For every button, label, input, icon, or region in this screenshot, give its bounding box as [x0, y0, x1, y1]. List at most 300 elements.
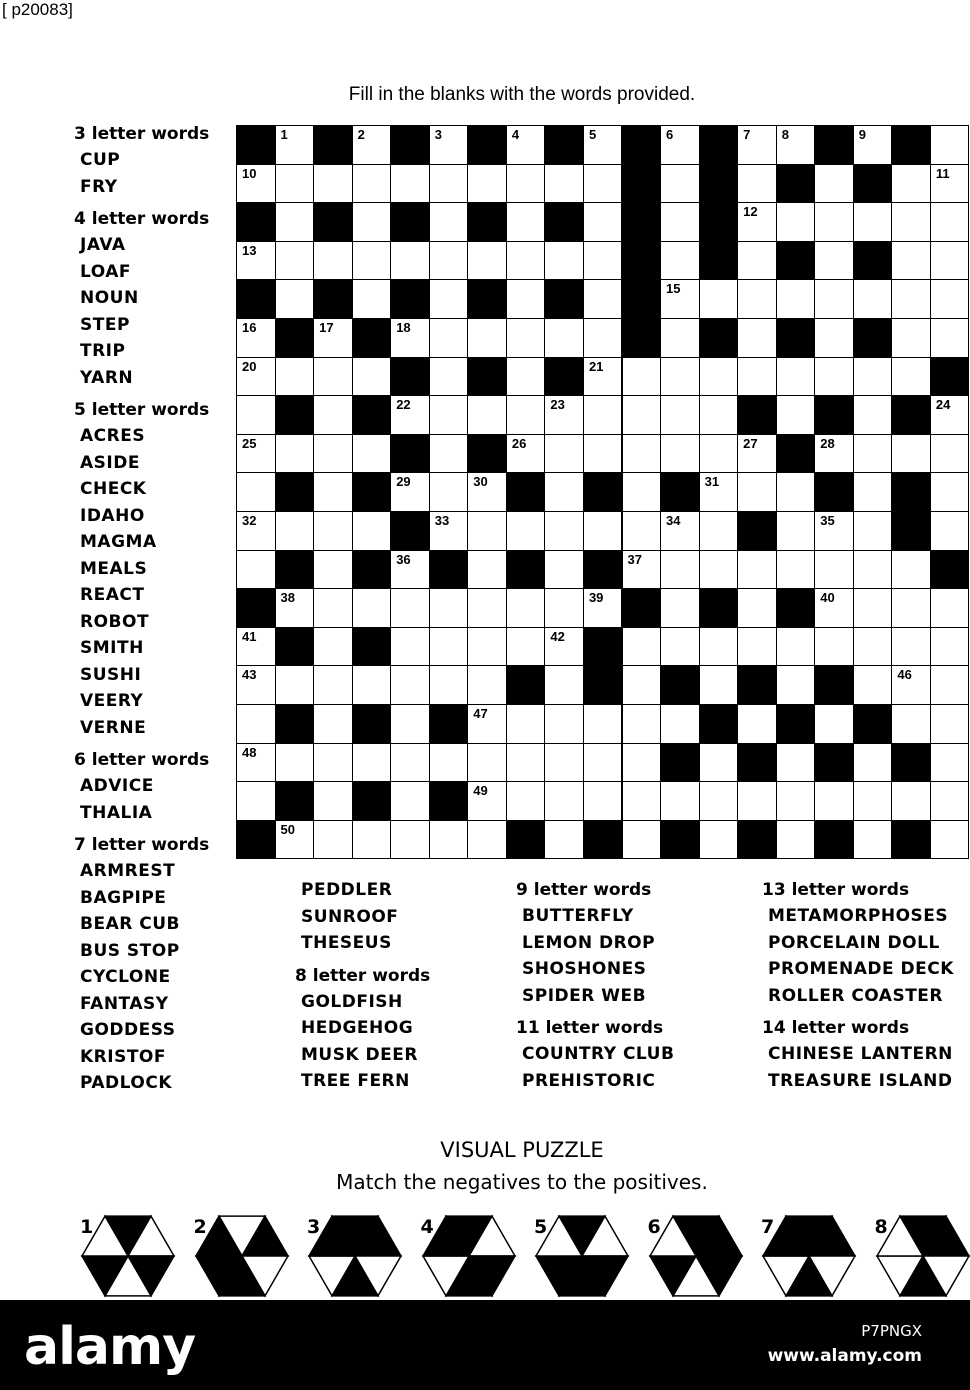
grid-cell[interactable]: [930, 434, 970, 474]
grid-cell[interactable]: [930, 241, 970, 281]
grid-cell[interactable]: [352, 820, 392, 860]
grid-cell[interactable]: [313, 820, 353, 860]
grid-cell[interactable]: [776, 395, 816, 435]
grid-cell[interactable]: [930, 665, 970, 705]
grid-cell[interactable]: [776, 279, 816, 319]
grid-cell[interactable]: [930, 202, 970, 242]
grid-cell[interactable]: [275, 241, 315, 281]
grid-cell[interactable]: [583, 241, 623, 281]
grid-cell[interactable]: [930, 781, 970, 821]
black-square: [275, 627, 315, 667]
grid-cell[interactable]: [583, 434, 623, 474]
hexagon-figure: [532, 1212, 632, 1304]
grid-cell[interactable]: [352, 434, 392, 474]
grid-cell[interactable]: [275, 820, 315, 860]
grid-cell[interactable]: [236, 665, 276, 705]
grid-cell[interactable]: [930, 125, 970, 165]
grid-cell[interactable]: [429, 743, 469, 783]
grid-cell[interactable]: [390, 472, 430, 512]
grid-cell[interactable]: [429, 357, 469, 397]
grid-cell[interactable]: [544, 665, 584, 705]
grid-cell[interactable]: [814, 318, 854, 358]
grid-cell[interactable]: [737, 279, 777, 319]
grid-cell[interactable]: [544, 241, 584, 281]
grid-cell[interactable]: [583, 704, 623, 744]
word-group-heading: 6 letter words: [74, 750, 210, 770]
grid-cell[interactable]: [429, 627, 469, 667]
grid-cell[interactable]: [506, 279, 546, 319]
grid-cell[interactable]: [776, 550, 816, 590]
word-item: FRY: [80, 176, 118, 197]
grid-cell[interactable]: [622, 704, 662, 744]
grid-cell[interactable]: [660, 781, 700, 821]
grid-cell[interactable]: [313, 588, 353, 628]
grid-cell[interactable]: [583, 781, 623, 821]
grid-cell[interactable]: [853, 202, 893, 242]
grid-cell[interactable]: [699, 357, 739, 397]
grid-cell[interactable]: [506, 511, 546, 551]
grid-cell[interactable]: [506, 202, 546, 242]
black-square: [814, 125, 854, 165]
grid-cell[interactable]: [814, 588, 854, 628]
grid-cell[interactable]: [699, 550, 739, 590]
clue-number: 23: [550, 397, 565, 413]
grid-cell[interactable]: [390, 627, 430, 667]
grid-cell[interactable]: [891, 781, 931, 821]
grid-cell[interactable]: [467, 704, 507, 744]
grid-cell[interactable]: [352, 241, 392, 281]
grid-cell[interactable]: [622, 511, 662, 551]
clue-number: 1: [280, 127, 288, 142]
instruction-text: Fill in the blanks with the words provided.: [348, 84, 696, 105]
grid-cell[interactable]: [699, 279, 739, 319]
grid-cell[interactable]: [622, 357, 662, 397]
grid-cell[interactable]: [352, 511, 392, 551]
grid-cell[interactable]: [313, 781, 353, 821]
grid-cell[interactable]: [275, 279, 315, 319]
grid-cell[interactable]: [506, 318, 546, 358]
grid-cell[interactable]: [313, 704, 353, 744]
black-square: [891, 820, 931, 860]
black-square: [930, 550, 970, 590]
word-item: PEDDLER: [301, 880, 393, 900]
word-group-heading: 13 letter words: [762, 880, 910, 900]
grid-cell[interactable]: [891, 434, 931, 474]
grid-cell[interactable]: [506, 588, 546, 628]
word-group-heading: 8 letter words: [295, 965, 431, 986]
grid-cell[interactable]: [429, 588, 469, 628]
grid-cell[interactable]: [814, 434, 854, 474]
grid-cell[interactable]: [814, 241, 854, 281]
grid-cell[interactable]: [660, 318, 700, 358]
grid-cell[interactable]: [544, 627, 584, 667]
grid-cell[interactable]: [660, 279, 700, 319]
grid-cell[interactable]: [313, 511, 353, 551]
grid-cell[interactable]: [313, 241, 353, 281]
grid-cell[interactable]: [275, 511, 315, 551]
grid-cell[interactable]: [544, 434, 584, 474]
grid-cell[interactable]: [814, 511, 854, 551]
grid-cell[interactable]: [236, 627, 276, 667]
grid-cell[interactable]: [544, 472, 584, 512]
grid-cell[interactable]: [622, 781, 662, 821]
grid-cell[interactable]: [544, 318, 584, 358]
grid-cell[interactable]: [313, 550, 353, 590]
site-url: www.alamy.com: [767, 1346, 922, 1366]
black-square: [313, 202, 353, 242]
clue-number: 33: [434, 513, 450, 528]
grid-cell[interactable]: [776, 125, 816, 165]
grid-cell[interactable]: [622, 820, 662, 860]
grid-cell[interactable]: [853, 588, 893, 628]
grid-cell[interactable]: [236, 241, 276, 281]
grid-cell[interactable]: [853, 472, 893, 512]
grid-cell[interactable]: [814, 202, 854, 242]
grid-cell[interactable]: [506, 241, 546, 281]
grid-cell[interactable]: [622, 434, 662, 474]
grid-cell[interactable]: [506, 627, 546, 667]
grid-cell[interactable]: [467, 241, 507, 281]
grid-cell[interactable]: [660, 395, 700, 435]
grid-cell[interactable]: [776, 665, 816, 705]
grid-cell[interactable]: [236, 781, 276, 821]
grid-cell[interactable]: [544, 588, 584, 628]
grid-cell[interactable]: [429, 202, 469, 242]
grid-cell[interactable]: [390, 665, 430, 705]
grid-cell[interactable]: [467, 511, 507, 551]
grid-cell[interactable]: [236, 395, 276, 435]
grid-cell[interactable]: [429, 318, 469, 358]
grid-cell[interactable]: [853, 395, 893, 435]
grid-cell[interactable]: [313, 318, 353, 358]
grid-cell[interactable]: [622, 743, 662, 783]
grid-cell[interactable]: [891, 318, 931, 358]
black-square: [622, 202, 662, 242]
grid-cell[interactable]: [891, 164, 931, 204]
grid-cell[interactable]: [622, 665, 662, 705]
grid-cell[interactable]: [313, 627, 353, 667]
grid-cell[interactable]: [583, 357, 623, 397]
grid-cell[interactable]: [544, 820, 584, 860]
grid-cell[interactable]: [583, 743, 623, 783]
grid-cell[interactable]: [930, 164, 970, 204]
grid-cell[interactable]: [429, 665, 469, 705]
grid-cell[interactable]: [660, 704, 700, 744]
grid-cell[interactable]: [313, 395, 353, 435]
grid-cell[interactable]: [506, 395, 546, 435]
grid-cell[interactable]: [236, 318, 276, 358]
grid-cell[interactable]: [814, 357, 854, 397]
grid-cell[interactable]: [699, 395, 739, 435]
hexagon-label: 4: [420, 1216, 434, 1238]
grid-cell[interactable]: [275, 743, 315, 783]
grid-cell[interactable]: [467, 627, 507, 667]
grid-cell[interactable]: [467, 665, 507, 705]
grid-cell[interactable]: [583, 279, 623, 319]
grid-cell[interactable]: [699, 472, 739, 512]
grid-cell[interactable]: [737, 164, 777, 204]
grid-cell[interactable]: [853, 279, 893, 319]
grid-cell[interactable]: [622, 627, 662, 667]
grid-cell[interactable]: [853, 743, 893, 783]
grid-cell[interactable]: [814, 279, 854, 319]
grid-cell[interactable]: [853, 511, 893, 551]
grid-cell[interactable]: [236, 511, 276, 551]
grid-cell[interactable]: [660, 164, 700, 204]
grid-cell[interactable]: [429, 164, 469, 204]
grid-cell[interactable]: [506, 125, 546, 165]
grid-cell[interactable]: [583, 164, 623, 204]
grid-cell[interactable]: [930, 395, 970, 435]
grid-cell[interactable]: [814, 164, 854, 204]
grid-cell[interactable]: [583, 125, 623, 165]
grid-cell[interactable]: [660, 550, 700, 590]
grid-cell[interactable]: [814, 627, 854, 667]
grid-cell[interactable]: [390, 395, 430, 435]
grid-cell[interactable]: [544, 781, 584, 821]
grid-cell[interactable]: [583, 318, 623, 358]
grid-cell[interactable]: [699, 781, 739, 821]
black-square: [660, 472, 700, 512]
grid-cell[interactable]: [583, 395, 623, 435]
grid-cell[interactable]: [313, 357, 353, 397]
grid-cell[interactable]: [814, 704, 854, 744]
grid-cell[interactable]: [776, 511, 816, 551]
grid-cell[interactable]: [622, 395, 662, 435]
grid-cell[interactable]: [930, 318, 970, 358]
grid-cell[interactable]: [506, 781, 546, 821]
grid-cell[interactable]: [467, 395, 507, 435]
grid-cell[interactable]: [853, 434, 893, 474]
grid-cell[interactable]: [776, 820, 816, 860]
grid-cell[interactable]: [660, 434, 700, 474]
grid-cell[interactable]: [352, 357, 392, 397]
grid-cell[interactable]: [390, 164, 430, 204]
grid-cell[interactable]: [891, 550, 931, 590]
grid-cell[interactable]: [853, 820, 893, 860]
grid-cell[interactable]: [429, 820, 469, 860]
grid-cell[interactable]: [236, 434, 276, 474]
grid-cell[interactable]: [467, 588, 507, 628]
grid-cell[interactable]: [352, 743, 392, 783]
grid-cell[interactable]: [891, 357, 931, 397]
grid-cell[interactable]: [699, 627, 739, 667]
grid-cell[interactable]: [737, 125, 777, 165]
grid-cell[interactable]: [660, 511, 700, 551]
grid-cell[interactable]: [275, 357, 315, 397]
grid-cell[interactable]: [275, 164, 315, 204]
grid-cell[interactable]: [891, 627, 931, 667]
grid-cell[interactable]: [583, 588, 623, 628]
grid-cell[interactable]: [313, 434, 353, 474]
word-item: ACRES: [80, 426, 146, 446]
grid-cell[interactable]: [583, 511, 623, 551]
grid-cell[interactable]: [313, 164, 353, 204]
grid-cell[interactable]: [814, 550, 854, 590]
clue-number: 11: [935, 165, 950, 181]
grid-cell[interactable]: [699, 820, 739, 860]
grid-cell[interactable]: [776, 472, 816, 512]
grid-cell[interactable]: [506, 434, 546, 474]
grid-cell[interactable]: [544, 704, 584, 744]
grid-cell[interactable]: [853, 125, 893, 165]
grid-cell[interactable]: [467, 164, 507, 204]
grid-cell[interactable]: [891, 588, 931, 628]
grid-cell[interactable]: [236, 357, 276, 397]
grid-cell[interactable]: [737, 588, 777, 628]
grid-cell[interactable]: [776, 627, 816, 667]
grid-cell[interactable]: [236, 472, 276, 512]
black-square: [467, 279, 507, 319]
black-square: [814, 743, 854, 783]
grid-cell[interactable]: [930, 704, 970, 744]
grid-cell[interactable]: [699, 511, 739, 551]
grid-cell[interactable]: [930, 588, 970, 628]
black-square: [390, 125, 430, 165]
grid-cell[interactable]: [776, 743, 816, 783]
grid-cell[interactable]: [275, 588, 315, 628]
grid-cell[interactable]: [737, 202, 777, 242]
grid-cell[interactable]: [737, 550, 777, 590]
black-square: [814, 472, 854, 512]
grid-cell[interactable]: [660, 202, 700, 242]
grid-cell[interactable]: [275, 125, 315, 165]
grid-cell[interactable]: [236, 704, 276, 744]
grid-cell[interactable]: [275, 665, 315, 705]
grid-cell[interactable]: [544, 550, 584, 590]
grid-cell[interactable]: [506, 164, 546, 204]
grid-cell[interactable]: [390, 550, 430, 590]
black-square: [853, 164, 893, 204]
grid-cell[interactable]: [506, 357, 546, 397]
grid-cell[interactable]: [930, 627, 970, 667]
black-square: [853, 241, 893, 281]
grid-cell[interactable]: [429, 125, 469, 165]
grid-cell[interactable]: [776, 781, 816, 821]
grid-cell[interactable]: [236, 164, 276, 204]
grid-cell[interactable]: [352, 125, 392, 165]
grid-cell[interactable]: [699, 434, 739, 474]
grid-cell[interactable]: [699, 665, 739, 705]
grid-cell[interactable]: [467, 820, 507, 860]
black-square: [853, 704, 893, 744]
grid-cell[interactable]: [699, 743, 739, 783]
grid-cell[interactable]: [352, 164, 392, 204]
grid-cell[interactable]: [352, 279, 392, 319]
grid-cell[interactable]: [506, 743, 546, 783]
grid-cell[interactable]: [390, 820, 430, 860]
grid-cell[interactable]: [390, 704, 430, 744]
grid-cell[interactable]: [429, 279, 469, 319]
grid-cell[interactable]: [853, 357, 893, 397]
grid-cell[interactable]: [737, 318, 777, 358]
grid-cell[interactable]: [429, 511, 469, 551]
grid-cell[interactable]: [853, 550, 893, 590]
grid-cell[interactable]: [891, 704, 931, 744]
grid-cell[interactable]: [776, 357, 816, 397]
grid-cell[interactable]: [891, 279, 931, 319]
grid-cell[interactable]: [891, 665, 931, 705]
black-square: [814, 395, 854, 435]
word-item: VEERY: [80, 691, 144, 711]
grid-cell[interactable]: [544, 395, 584, 435]
grid-cell[interactable]: [352, 665, 392, 705]
grid-cell[interactable]: [891, 202, 931, 242]
grid-cell[interactable]: [814, 781, 854, 821]
grid-cell[interactable]: [390, 241, 430, 281]
grid-cell[interactable]: [429, 241, 469, 281]
grid-cell[interactable]: [660, 588, 700, 628]
grid-cell[interactable]: [467, 472, 507, 512]
grid-cell[interactable]: [390, 781, 430, 821]
grid-cell[interactable]: [390, 588, 430, 628]
grid-cell[interactable]: [891, 241, 931, 281]
grid-cell[interactable]: [737, 357, 777, 397]
grid-cell[interactable]: [544, 743, 584, 783]
grid-cell[interactable]: [467, 318, 507, 358]
black-square: [737, 820, 777, 860]
grid-cell[interactable]: [236, 550, 276, 590]
grid-cell[interactable]: [544, 511, 584, 551]
grid-cell[interactable]: [429, 395, 469, 435]
grid-cell[interactable]: [930, 511, 970, 551]
grid-cell[interactable]: [467, 550, 507, 590]
grid-cell[interactable]: [429, 434, 469, 474]
grid-cell[interactable]: [506, 704, 546, 744]
grid-cell[interactable]: [544, 164, 584, 204]
grid-cell[interactable]: [737, 434, 777, 474]
grid-cell[interactable]: [737, 627, 777, 667]
grid-cell[interactable]: [583, 202, 623, 242]
grid-cell[interactable]: [853, 665, 893, 705]
grid-cell[interactable]: [467, 743, 507, 783]
grid-cell[interactable]: [853, 781, 893, 821]
grid-cell[interactable]: [275, 202, 315, 242]
grid-cell[interactable]: [313, 472, 353, 512]
grid-cell[interactable]: [467, 781, 507, 821]
grid-cell[interactable]: [930, 279, 970, 319]
grid-cell[interactable]: [275, 434, 315, 474]
grid-cell[interactable]: [737, 781, 777, 821]
grid-cell[interactable]: [313, 665, 353, 705]
grid-cell[interactable]: [737, 704, 777, 744]
grid-cell[interactable]: [737, 472, 777, 512]
grid-cell[interactable]: [236, 743, 276, 783]
grid-cell[interactable]: [622, 550, 662, 590]
grid-cell[interactable]: [930, 743, 970, 783]
black-square: [390, 279, 430, 319]
grid-cell[interactable]: [390, 318, 430, 358]
grid-cell[interactable]: [737, 241, 777, 281]
hexagon-figure: [419, 1212, 519, 1304]
clue-number: 22: [396, 397, 411, 413]
grid-cell[interactable]: [352, 588, 392, 628]
grid-cell[interactable]: [660, 241, 700, 281]
word-item: BUS STOP: [80, 940, 180, 961]
grid-cell[interactable]: [429, 472, 469, 512]
grid-cell[interactable]: [352, 202, 392, 242]
grid-cell[interactable]: [930, 472, 970, 512]
grid-cell[interactable]: [853, 627, 893, 667]
grid-cell[interactable]: [660, 125, 700, 165]
grid-cell[interactable]: [660, 357, 700, 397]
grid-cell[interactable]: [930, 820, 970, 860]
grid-cell[interactable]: [390, 743, 430, 783]
grid-cell[interactable]: [622, 472, 662, 512]
grid-cell[interactable]: [660, 627, 700, 667]
grid-cell[interactable]: [776, 202, 816, 242]
grid-cell[interactable]: [313, 743, 353, 783]
